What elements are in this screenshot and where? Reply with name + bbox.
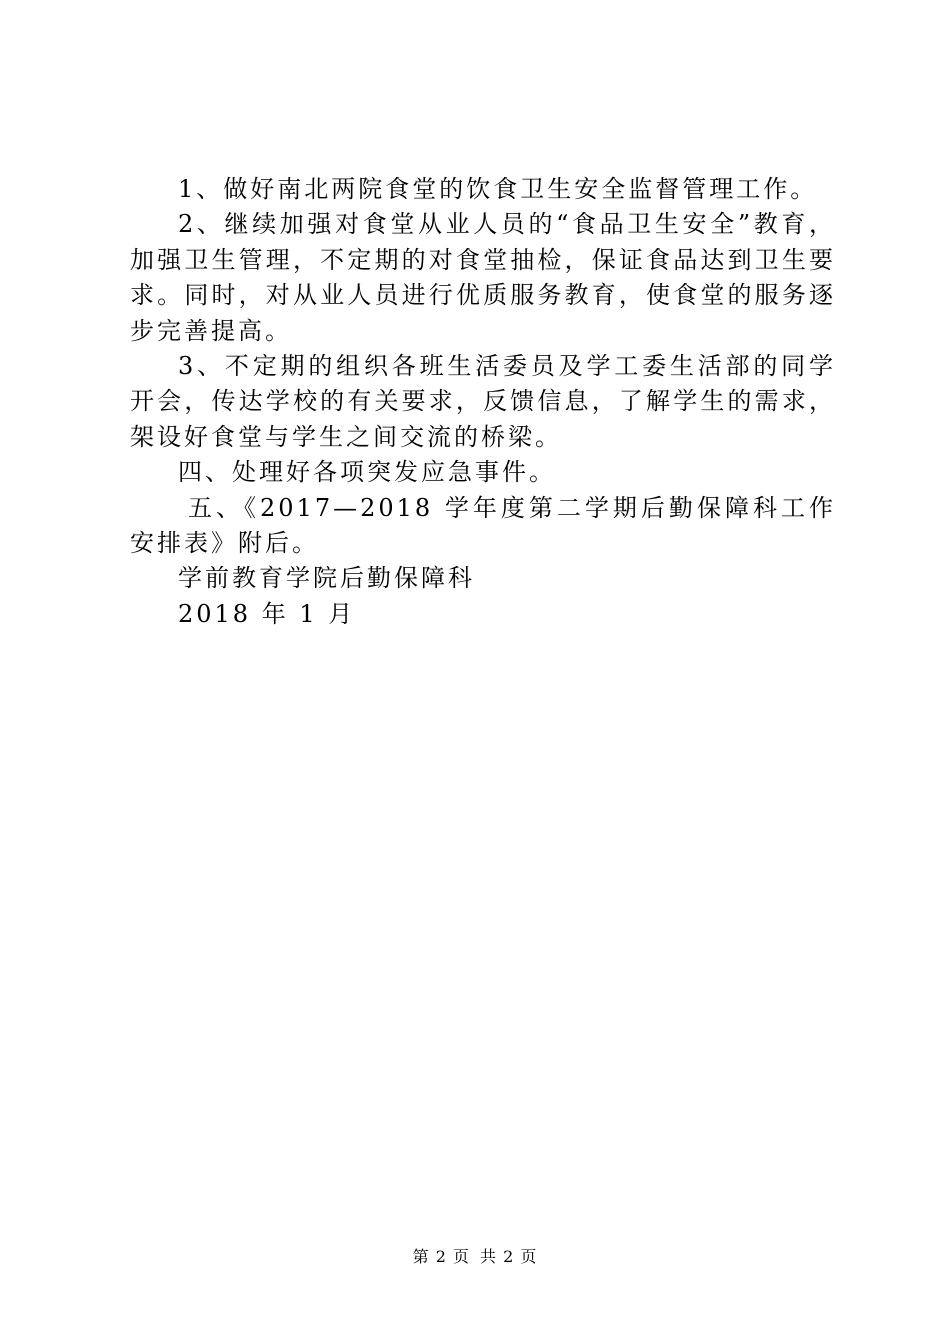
signature-department: 学前教育学院后勤保障科 — [178, 564, 475, 593]
signature-date: 2018 年 1 月 — [178, 599, 356, 628]
paragraph-item-4: 四、处理好各项突发应急事件。 — [178, 458, 556, 487]
paragraph-item-3: 3、不定期的组织各班生活委员及学工委生活部的同学开会，传达学校的有关要求，反馈信息，了解学生的需求，架设好食堂与学生之间交流的桥梁。 — [130, 352, 836, 451]
page-total: 共 2 页 — [480, 1247, 538, 1266]
paragraph-item-5: 五、《2017—2018 学年度第二学期后勤保障科工作安排表》附后。 — [130, 493, 836, 558]
document-body — [130, 172, 836, 632]
page-footer — [0, 1244, 950, 1267]
page-number: 第 2 页 — [412, 1247, 470, 1266]
paragraph-item-2: 2、继续加强对食堂从业人员的“食品卫生安全”教育，加强卫生管理，不定期的对食堂抽检，保证食品达到卫生要求。同时，对从业人员进行优质服务教育，使食堂的服务逐步完善提高。 — [130, 210, 836, 345]
paragraph-item-1: 1、做好南北两院食堂的饮食卫生安全监督管理工作。 — [178, 175, 818, 203]
